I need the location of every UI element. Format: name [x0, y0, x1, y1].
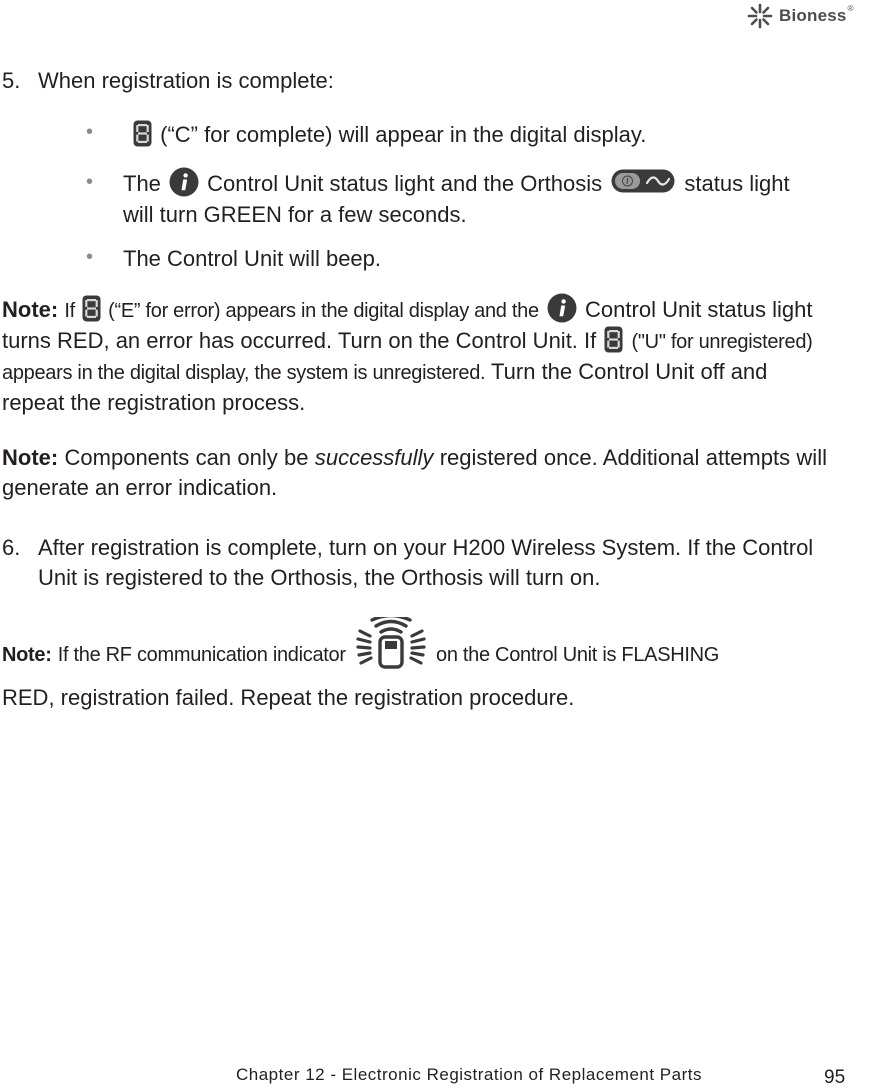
step-number: 5.: [2, 68, 21, 93]
note-text: Components can only be: [64, 445, 309, 470]
note-label: Note:: [2, 445, 59, 470]
bullet-text: The Control Unit will beep.: [123, 246, 382, 271]
step-6: [2, 533, 827, 593]
bullet-text: status light will turn GREEN for a few seconds.: [123, 171, 790, 228]
note-label: Note:: [2, 643, 52, 666]
note-text: (“E” for error) appears in the digital display and the: [108, 300, 539, 322]
note-emphasis: successfully: [314, 445, 434, 470]
bullet-text: The: [123, 171, 161, 196]
bullet-text: Control Unit status light and the Orthosis: [207, 171, 603, 196]
step-text: After registration is complete, turn on your H200 Wireless System. If the Control Unit is registered to the Orthosis, the Orthosis will turn on.: [38, 535, 814, 590]
step-5: [2, 66, 827, 96]
note-text: If: [64, 300, 75, 322]
seven-segment-digit-icon: [82, 295, 101, 322]
step-number: 6.: [2, 535, 21, 560]
bullet-text: (“C” for complete) will appear in the digital display.: [160, 122, 647, 147]
step-text: When registration is complete:: [38, 68, 334, 93]
note-label: Note:: [2, 297, 59, 322]
logo-registered-mark: ®: [847, 4, 854, 13]
note-text: Control Unit status light turns RED, an error has occurred. Turn on the Control Unit. If: [2, 297, 813, 354]
note-text: on the Control Unit is FLASHING: [436, 643, 720, 666]
seven-segment-digit-icon: [604, 326, 623, 353]
note-single-registration: [2, 443, 827, 503]
bullet-item-beep: [123, 244, 823, 274]
bullet-item-complete: [123, 120, 823, 150]
seven-segment-digit-icon: [133, 120, 152, 147]
note-rf-indicator: [2, 627, 827, 713]
note-text: Turn the Control Unit off and repeat the registration process.: [2, 359, 768, 416]
rf-communication-indicator-icon: [356, 617, 426, 673]
note-text: registered once. Additional attempts will generate an error indication.: [2, 445, 827, 500]
info-i-icon: [169, 167, 199, 197]
orthosis-status-light-icon: [611, 169, 675, 193]
logo-text: Bioness: [779, 6, 847, 25]
note-error-display: [2, 295, 827, 418]
bioness-starburst-icon: [745, 2, 775, 30]
note-text: If the RF communication indicator: [57, 643, 346, 666]
bullet-marker: •: [86, 171, 94, 193]
bioness-logo: [745, 2, 853, 30]
chapter-footer: Chapter 12 - Electronic Registration of Replacement Parts: [236, 1065, 702, 1084]
info-i-icon: [547, 293, 577, 323]
note-text: RED, registration failed. Repeat the registration procedure.: [2, 685, 575, 710]
bullet-item-status-light: [123, 169, 823, 230]
bullet-marker: •: [86, 246, 94, 268]
bullet-marker: •: [86, 121, 94, 143]
page-number: 95: [824, 1067, 846, 1088]
note-text: ("U" for unregistered) appears in the digital display, the system is unregistered.: [2, 331, 813, 385]
